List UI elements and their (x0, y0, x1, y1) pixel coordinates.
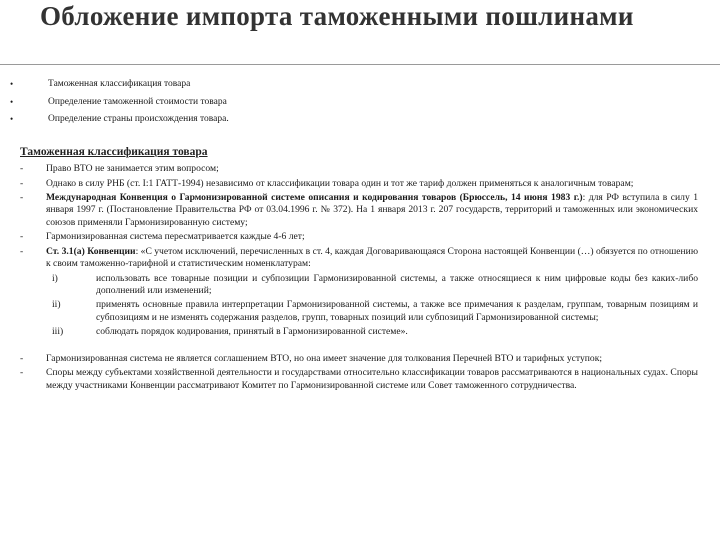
paragraph-text: Право ВТО не занимается этим вопросом; (46, 163, 219, 174)
paragraph-2 (20, 178, 698, 190)
paragraph-5 (20, 246, 698, 270)
section-heading: Таможенная классификация товара (20, 146, 208, 158)
subitem-number: iii) (52, 326, 64, 338)
subitem-i (20, 273, 698, 297)
bullet-icon: • (10, 96, 14, 107)
paragraph-3 (20, 192, 698, 229)
subitem-text: применять основные правила интерпретации Гармонизированной системы, а также все примечания к разделам, группам, товарным позициям и субпозициям и не изменять содержания разделов, групп, товарных позиций или субпозиций Гармонизированной системы; (96, 299, 698, 323)
subitem-text: использовать все товарные позиции и субпозиции Гармонизированной системы, а также относящиеся к ним цифровые коды без каких-либо дополнений или изменений; (96, 272, 698, 296)
paragraph-7 (20, 367, 698, 391)
topic-text: Таможенная классификация товара (48, 79, 191, 89)
topic-text: Определение страны происхождения товара. (48, 114, 229, 124)
paragraph-text: Гармонизированная система пересматривается каждые 4-6 лет; (46, 231, 305, 243)
subitem-ii (20, 299, 698, 323)
paragraph-text: : для РФ вступила в силу 1 января 1997 г. (Постановление Правительства РФ от 03.04.1996 г. № 372). На 1 января 2013 г. 207 государств, территорий и таможенных или экономических союзов применяли Гармонизированную систему; (46, 192, 698, 228)
paragraph-text: Гармонизированная система не является соглашением ВТО, но она имеет значение для толкования Перечней ВТО и тарифных уступок; (46, 352, 603, 364)
paragraph-text: Споры между субъектами хозяйственной деятельности и государствами относительно классификации товаров рассматриваются в национальных судах. Споры между участниками Конвенции рассматривают Комитет по Гармонизированной системе или Совет таможенного сотрудничества. (46, 367, 698, 391)
section-body (20, 163, 698, 394)
dash-marker: - (20, 231, 24, 243)
paragraph-1 (20, 163, 698, 175)
spacer (20, 341, 698, 353)
dash-marker: - (20, 177, 24, 189)
paragraph-text: : «С учетом исключений, перечисленных в ст. 4, каждая Договаривающаяся Сторона настоящей Конвенции (…) обязуется по отношению к своим таможенно-тарифной и статистическим номенклатурам: (46, 245, 698, 269)
topic-text: Определение таможенной стоимости товара (48, 96, 227, 107)
topic-item (10, 76, 660, 94)
convention-title: Международная Конвенция о Гармонизированной системе описания и кодирования товаров (Брюссель, 14 июня 1983 г.) (46, 192, 583, 204)
topic-list (10, 76, 660, 129)
subitem-number: i) (52, 272, 58, 284)
subitem-number: ii) (52, 299, 61, 311)
subitem-iii (20, 326, 698, 338)
slide-title: Обложение импорта таможенными пошлинами (40, 1, 634, 31)
bullet-icon: • (10, 79, 14, 89)
title-divider (0, 64, 720, 65)
paragraph-text: Однако в силу РНБ (ст. I:1 ГАТТ-1994) независимо от классификации товара один и тот же тариф должен применяться к аналогичным товарам; (46, 177, 634, 189)
article-reference: Ст. 3.1(а) Конвенции (46, 245, 136, 257)
dash-marker: - (20, 367, 24, 379)
paragraph-4 (20, 231, 698, 243)
topic-item (10, 94, 660, 112)
dash-marker: - (20, 352, 24, 364)
subitem-text: соблюдать порядок кодирования, принятый в Гармонизированной системе». (96, 326, 408, 338)
topic-item (10, 111, 660, 129)
dash-marker: - (20, 245, 24, 257)
paragraph-6 (20, 353, 698, 365)
bullet-icon: • (10, 114, 14, 124)
dash-marker: - (20, 163, 24, 174)
dash-marker: - (20, 192, 24, 204)
